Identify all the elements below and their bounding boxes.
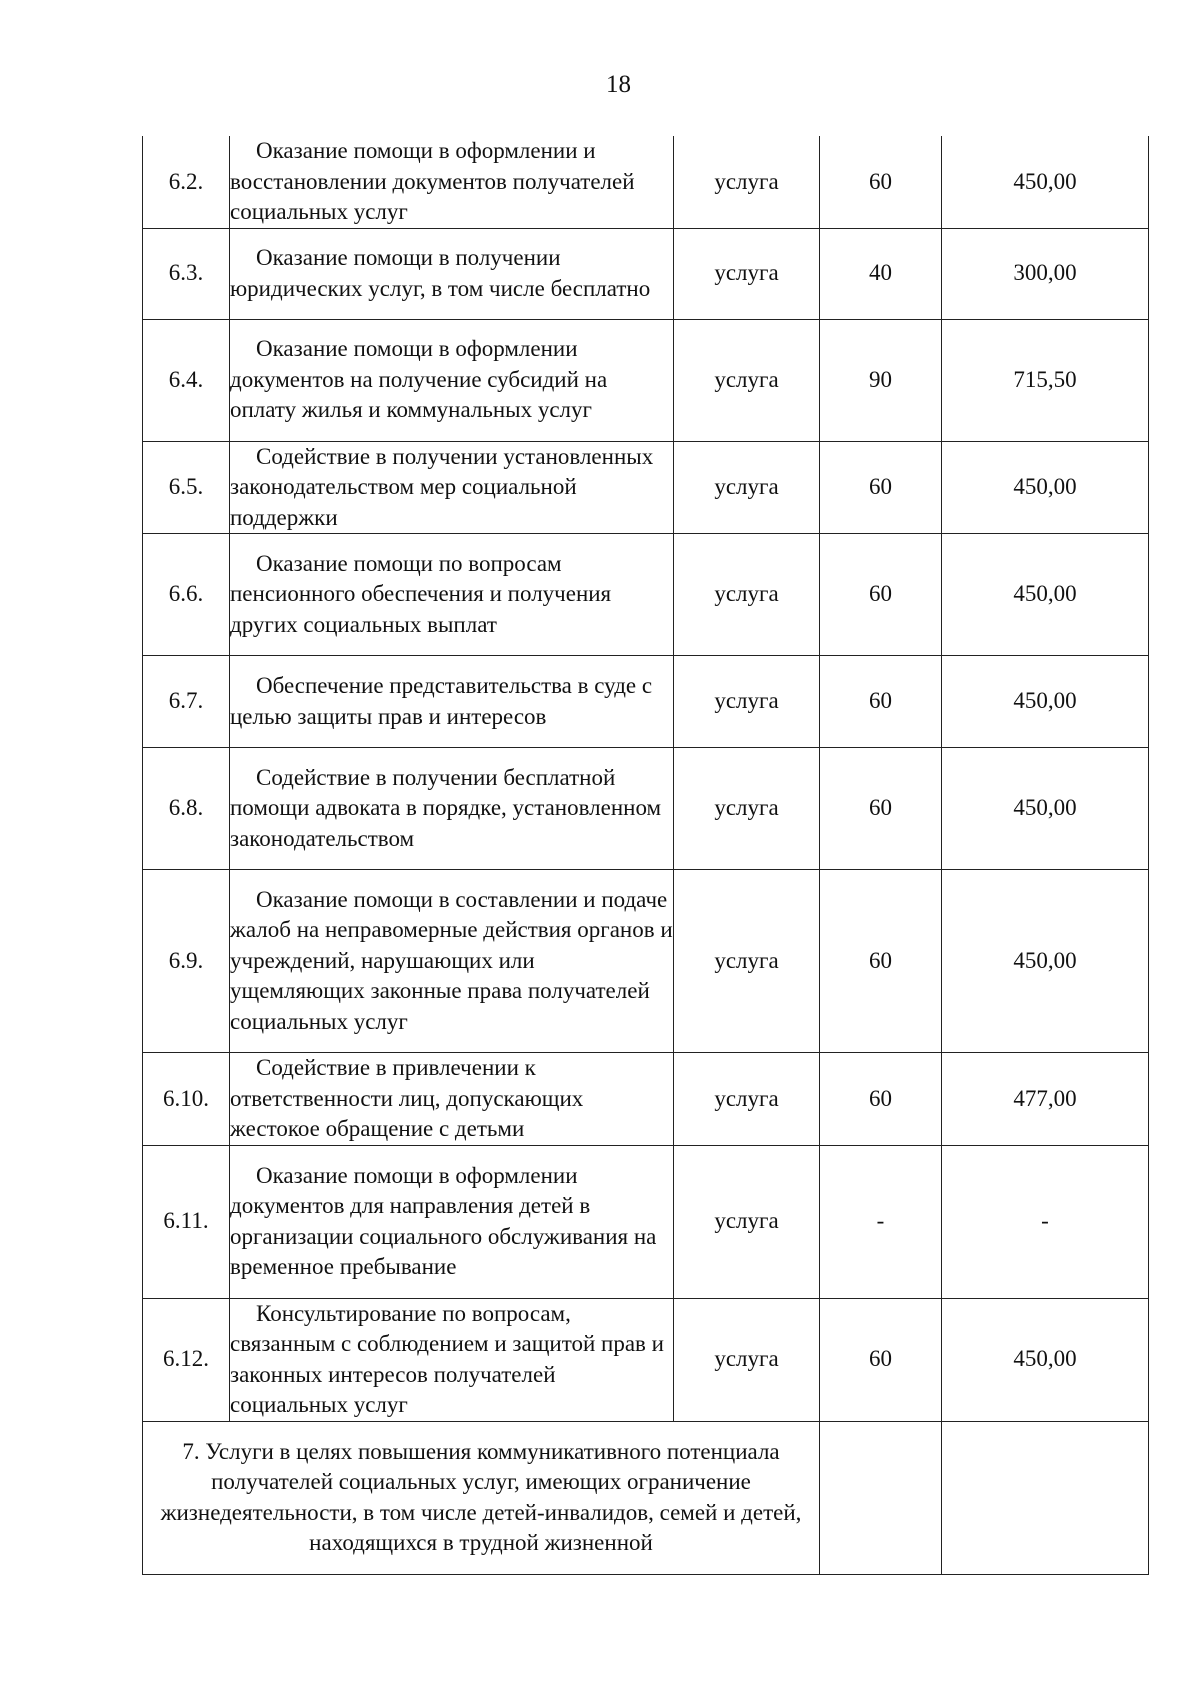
service-name-text: Содействие в привлечении к ответственности лиц, допускающих жестокое обращение с детьми (230, 1055, 584, 1141)
row-number: 6.6. (143, 534, 230, 656)
service-name (230, 870, 674, 1053)
service-name (230, 1053, 674, 1146)
empty-cell (942, 1421, 1149, 1574)
service-name-text: Оказание помощи в оформлении и восстановлении документов получателей социальных услуг (230, 138, 635, 224)
table-row (143, 1145, 1149, 1298)
row-number: 6.3. (143, 228, 230, 319)
time-norm: 60 (820, 656, 942, 748)
unit-of-measure: услуга (674, 534, 820, 656)
unit-of-measure: услуга (674, 1298, 820, 1421)
table-row (143, 1053, 1149, 1146)
time-norm: 90 (820, 319, 942, 441)
unit-of-measure: услуга (674, 441, 820, 534)
service-name-text: Оказание помощи в составлении и подаче жалоб на неправомерные действия органов и учреждений, нарушающих или ущемляющих законные права получателей социальных услуг (230, 886, 673, 1034)
unit-of-measure: услуга (674, 870, 820, 1053)
service-name (230, 319, 674, 441)
service-name (230, 228, 674, 319)
table-row (143, 319, 1149, 441)
table-row (143, 870, 1149, 1053)
service-name-text: Обеспечение представительства в суде с целью защиты прав и интересов (230, 673, 653, 729)
time-norm: 60 (820, 870, 942, 1053)
tariff-value: 450,00 (942, 534, 1149, 656)
time-norm: 40 (820, 228, 942, 319)
service-name-text: Оказание помощи в оформлении документов на получение субсидий на оплату жилья и коммунальных услуг (230, 336, 608, 423)
services-tariff-table (142, 136, 1149, 1575)
time-norm: 60 (820, 441, 942, 534)
row-number: 6.7. (143, 656, 230, 748)
tariff-value: 450,00 (942, 748, 1149, 870)
table-row (143, 656, 1149, 748)
unit-of-measure: услуга (674, 319, 820, 441)
unit-of-measure: услуга (674, 228, 820, 319)
time-norm: 60 (820, 748, 942, 870)
unit-of-measure: услуга (674, 748, 820, 870)
unit-of-measure: услуга (674, 1053, 820, 1146)
time-norm: - (820, 1145, 942, 1298)
service-name-text: Содействие в получении бесплатной помощи адвоката в порядке, установленном законодательством (230, 764, 662, 851)
table-row (143, 1298, 1149, 1421)
service-name-text: Оказание помощи в оформлении документов для направления детей в организации социального обслуживания на временное пребывание (230, 1162, 657, 1279)
tariff-value: - (942, 1145, 1149, 1298)
section-header-row (143, 1421, 1149, 1574)
unit-of-measure: услуга (674, 656, 820, 748)
unit-of-measure: услуга (674, 136, 820, 228)
section-7-title: 7. Услуги в целях повышения коммуникативного потенциала получателей социальных услуг, имеющих ограничение жизнедеятельности, в том числе детей-инвалидов, семей и детей, находящихся в трудной жизненной (143, 1421, 820, 1574)
row-number: 6.2. (143, 136, 230, 228)
time-norm: 60 (820, 136, 942, 228)
service-name (230, 1298, 674, 1421)
service-name-text: Содействие в получении установленных законодательством мер социальной поддержки (230, 443, 654, 530)
row-number: 6.12. (143, 1298, 230, 1421)
tariff-value: 300,00 (942, 228, 1149, 319)
service-name (230, 136, 674, 228)
table-row (143, 534, 1149, 656)
row-number: 6.11. (143, 1145, 230, 1298)
table-row (143, 748, 1149, 870)
row-number: 6.4. (143, 319, 230, 441)
tariff-value: 450,00 (942, 1298, 1149, 1421)
tariff-value: 450,00 (942, 870, 1149, 1053)
service-name (230, 1145, 674, 1298)
service-name-text: Оказание помощи в получении юридических услуг, в том числе бесплатно (230, 245, 651, 301)
empty-cell (820, 1421, 942, 1574)
table-row (143, 136, 1149, 228)
table-row (143, 228, 1149, 319)
tariff-value: 477,00 (942, 1053, 1149, 1146)
row-number: 6.9. (143, 870, 230, 1053)
service-name (230, 748, 674, 870)
service-name (230, 441, 674, 534)
table-row (143, 441, 1149, 534)
service-name (230, 534, 674, 656)
time-norm: 60 (820, 1053, 942, 1146)
tariff-value: 450,00 (942, 441, 1149, 534)
service-name (230, 656, 674, 748)
tariff-value: 450,00 (942, 136, 1149, 228)
tariff-value: 450,00 (942, 656, 1149, 748)
unit-of-measure: услуга (674, 1145, 820, 1298)
service-name-text: Консультирование по вопросам, связанным с соблюдением и защитой прав и законных интересов получателей социальных услуг (230, 1300, 664, 1417)
page-number: 18 (606, 71, 631, 98)
row-number: 6.10. (143, 1053, 230, 1146)
time-norm: 60 (820, 534, 942, 656)
row-number: 6.8. (143, 748, 230, 870)
row-number: 6.5. (143, 441, 230, 534)
tariff-value: 715,50 (942, 319, 1149, 441)
service-name-text: Оказание помощи по вопросам пенсионного обеспечения и получения других социальных выплат (230, 550, 612, 637)
time-norm: 60 (820, 1298, 942, 1421)
